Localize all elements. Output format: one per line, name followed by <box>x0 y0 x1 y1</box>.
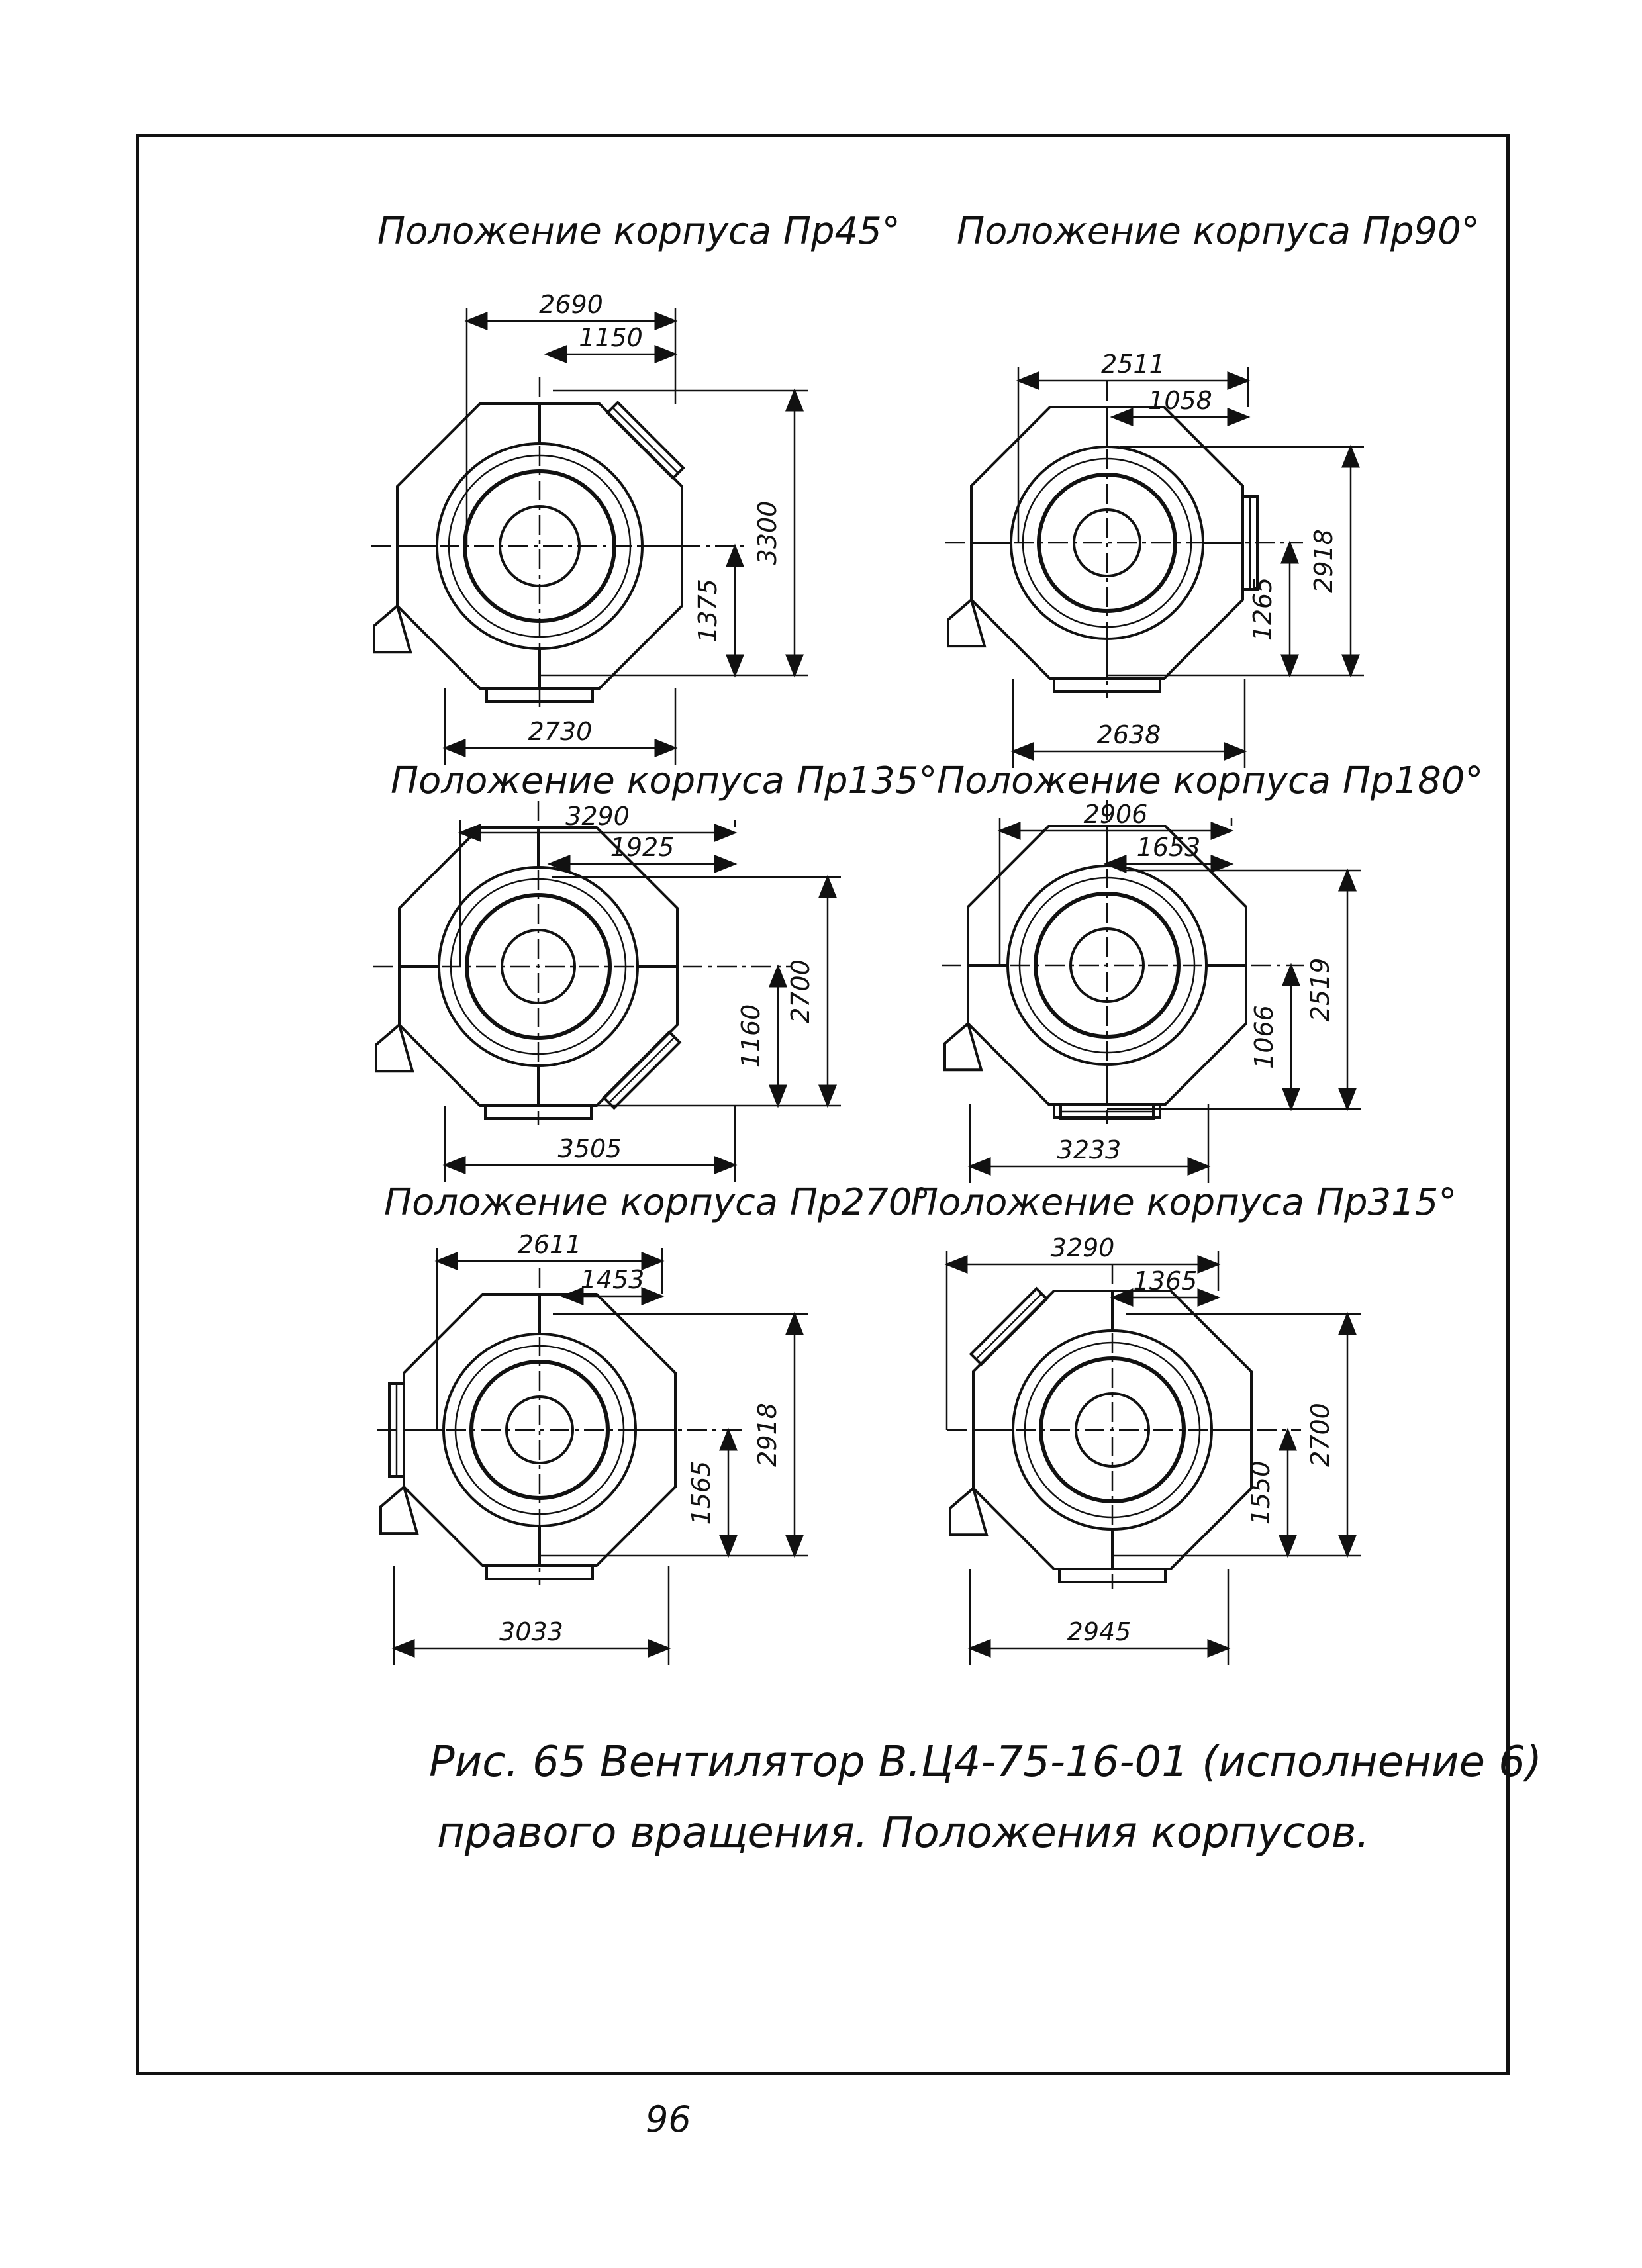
dim-offset: 1058 <box>1148 386 1212 415</box>
dim-offset: 1150 <box>579 323 643 352</box>
dim-axis-height: 1160 <box>736 1004 765 1068</box>
dim-axis-height: 1066 <box>1249 1005 1279 1069</box>
view-position-3 <box>373 759 937 1182</box>
dim-height: 3300 <box>753 500 782 565</box>
dim-top-width: 2611 <box>517 1230 582 1259</box>
dim-bottom-width: 3505 <box>557 1134 622 1163</box>
outlet-flange <box>604 1032 680 1108</box>
view-position-5 <box>377 1181 930 1665</box>
view-position-1 <box>371 210 900 765</box>
view-title: Положение корпуса Пр45° <box>377 210 900 253</box>
view-position-6 <box>910 1181 1457 1665</box>
dim-axis-height: 1565 <box>687 1460 716 1525</box>
dim-axis-height: 1375 <box>693 579 722 643</box>
dim-top-width: 2511 <box>1101 350 1165 379</box>
dim-bottom-width: 3233 <box>1057 1135 1122 1164</box>
dim-offset: 1365 <box>1133 1266 1198 1296</box>
page-number: 96 <box>646 2099 691 2140</box>
view-title: Положение корпуса Пр135° <box>391 759 938 802</box>
dim-bottom-width: 3033 <box>499 1617 563 1646</box>
dim-height: 2519 <box>1306 957 1335 1022</box>
figure-caption-line2: правого вращения. Положения корпусов. <box>437 1809 1370 1858</box>
dim-height: 2918 <box>1309 529 1338 593</box>
dim-offset: 1925 <box>610 833 675 862</box>
dim-offset: 1653 <box>1136 833 1201 862</box>
view-position-2 <box>945 210 1480 768</box>
outlet-flange <box>608 402 684 479</box>
dim-offset: 1453 <box>580 1265 645 1294</box>
dim-axis-height: 1550 <box>1246 1460 1275 1525</box>
view-title: Положение корпуса Пр315° <box>910 1181 1457 1224</box>
view-title: Положение корпуса Пр90° <box>957 210 1480 253</box>
outlet-flange-edge <box>612 408 678 473</box>
view-position-4 <box>937 759 1483 1183</box>
figure-caption-line1: Рис. 65 Вентилятор В.Ц4-75-16-01 (исполнение 6) <box>429 1738 1542 1787</box>
view-title: Положение корпуса Пр180° <box>937 759 1484 802</box>
dim-bottom-width: 2730 <box>528 717 593 746</box>
view-title: Положение корпуса Пр270° <box>384 1181 931 1224</box>
dim-height: 2700 <box>1306 1403 1335 1467</box>
dim-top-width: 3290 <box>565 802 630 831</box>
dim-top-width: 2906 <box>1083 800 1148 829</box>
outlet-flange-edge <box>976 1294 1041 1359</box>
dim-top-width: 3290 <box>1050 1233 1115 1262</box>
dim-height: 2918 <box>753 1403 782 1467</box>
dim-top-width: 2690 <box>539 290 603 319</box>
outlet-flange <box>971 1288 1047 1364</box>
dim-axis-height: 1265 <box>1248 577 1277 641</box>
dim-height: 2700 <box>786 959 815 1023</box>
dim-bottom-width: 2945 <box>1067 1617 1132 1646</box>
dim-bottom-width: 2638 <box>1096 720 1161 749</box>
outlet-flange-edge <box>609 1037 675 1103</box>
